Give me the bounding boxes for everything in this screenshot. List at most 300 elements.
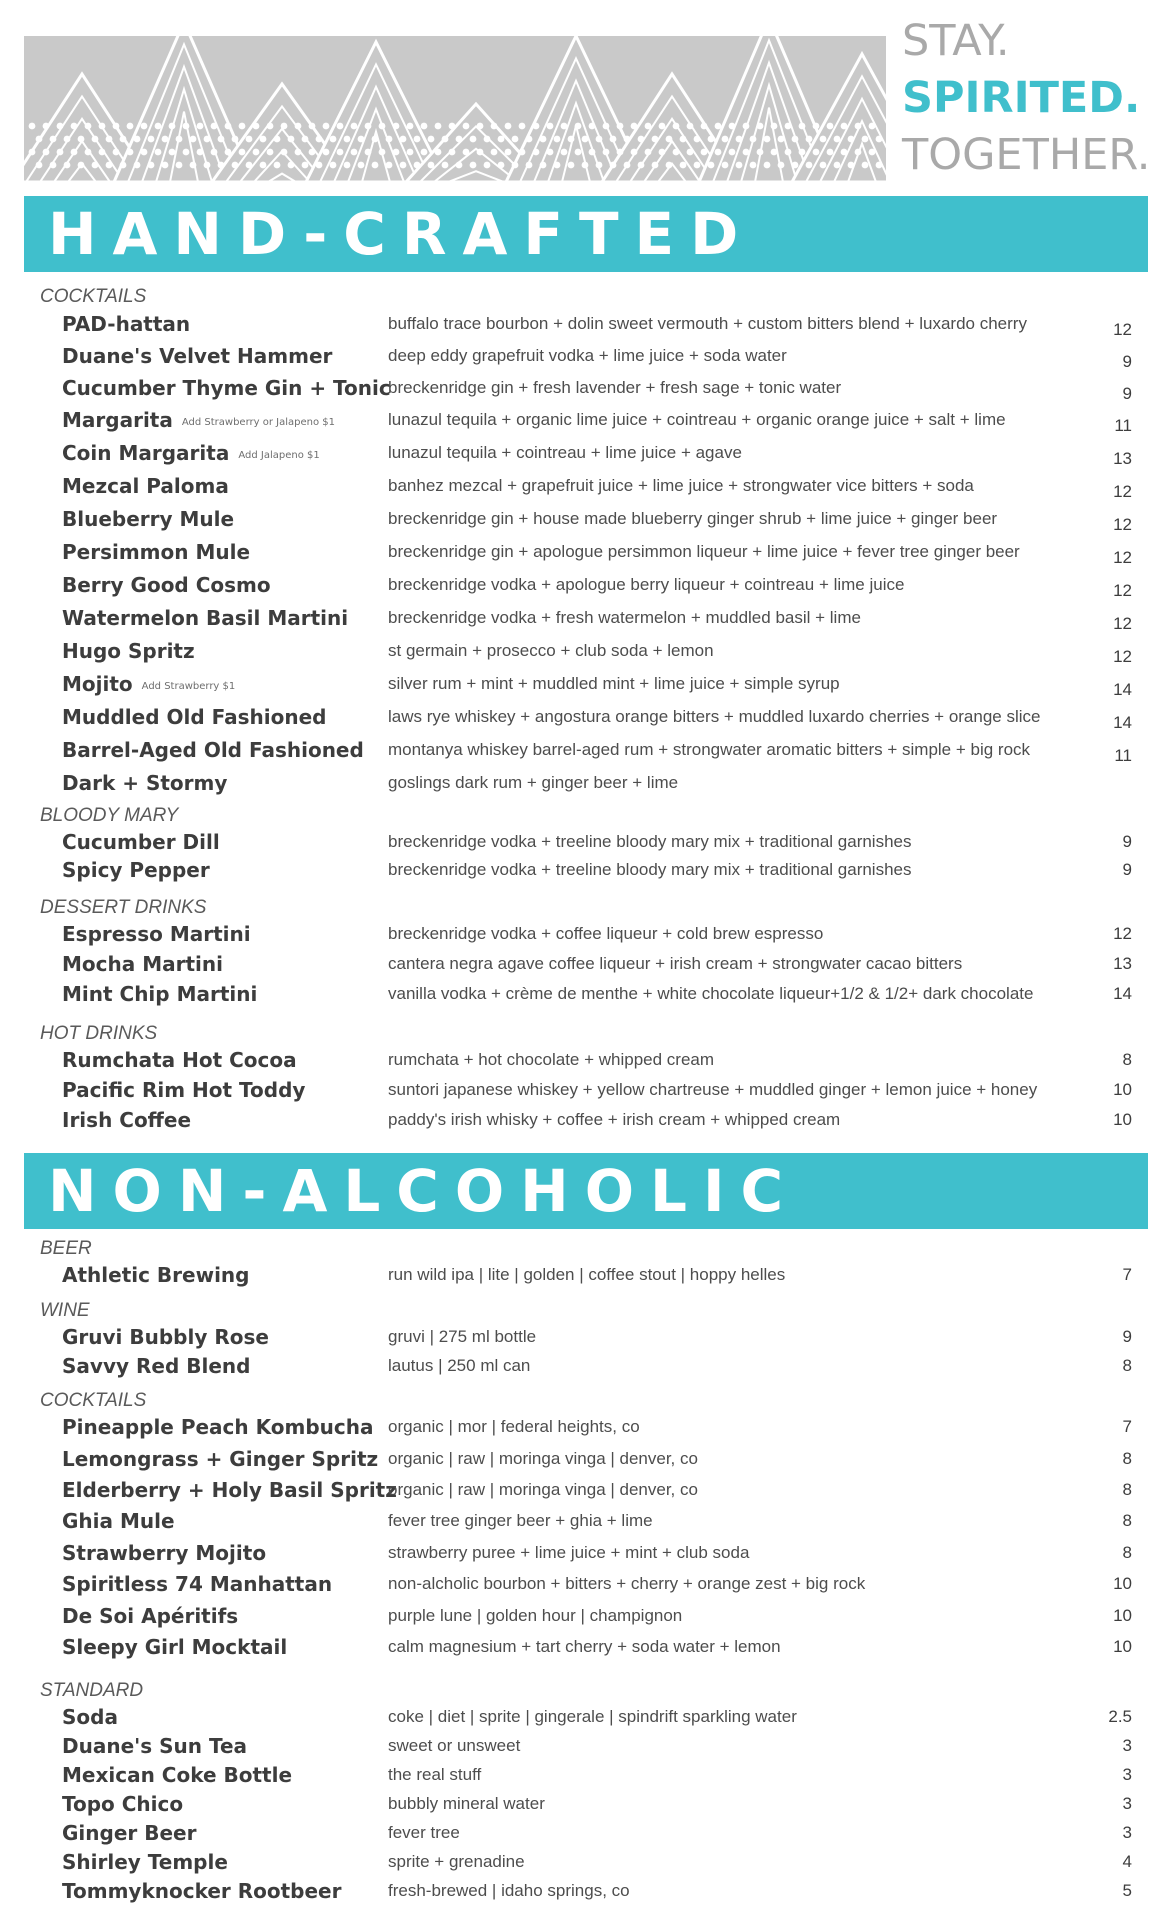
pattern-dot [687,149,694,156]
pattern-dot [869,123,876,130]
pattern-dot [120,162,127,169]
pattern-dot [589,123,596,130]
item-name-text: Mezcal Paloma [62,474,229,498]
pattern-dot [64,136,71,143]
menu-item-row [0,407,1166,435]
pattern-dot [799,123,806,130]
pattern-dot [78,136,85,143]
item-name-text: Pacific Rim Hot Toddy [62,1078,306,1102]
item-name-text: Espresso Martini [62,922,251,946]
pattern-dot [876,162,883,169]
menu-item-row [0,1324,1166,1352]
menu-item-row [0,473,1166,501]
pattern-dot [708,136,715,143]
item-description: banhez mezcal + grapefruit juice + lime juice + strongwater vice bitters + soda [388,476,974,495]
item-name [62,1414,382,1443]
pattern-dot [750,162,757,169]
pattern-dot [253,149,260,156]
pattern-dot [631,123,638,130]
pattern-dot [372,136,379,143]
pattern-dot [778,162,785,169]
item-description: montanya whiskey barrel-aged rum + strongwater aromatic bitters + simple + big rock [388,740,1031,759]
menu-item-row [0,704,1166,732]
pattern-dot [547,149,554,156]
pattern-dot [211,149,218,156]
menu-item-row [0,1353,1166,1381]
menu-item-row [0,1820,1166,1848]
item-price: 8 [1122,1356,1132,1375]
item-price: 9 [1122,384,1132,403]
category-heading: HOT DRINKS [40,1023,158,1044]
item-name [62,343,341,372]
category-heading: COCKTAILS [40,286,147,307]
item-price: 8 [1122,1543,1132,1562]
pattern-dot [288,136,295,143]
item-name [62,1762,301,1791]
pattern-dot [561,149,568,156]
pattern-dot [827,123,834,130]
pattern-dot [778,136,785,143]
item-price: 12 [1113,581,1132,600]
item-name [62,1324,278,1353]
item-price: 10 [1113,1637,1132,1656]
pattern-dot [155,123,162,130]
menu-item-row [0,343,1166,371]
pattern-dot [470,162,477,169]
item-price: 7 [1122,1417,1132,1436]
pattern-dot [386,162,393,169]
pattern-dot [715,149,722,156]
item-name-text: Margarita [62,408,173,432]
pattern-dot [141,149,148,156]
menu-item-row [0,1047,1166,1075]
pattern-dot [64,162,71,169]
item-description: fever tree ginger beer + ghia + lime [388,1511,653,1530]
item-description: non-alcholic bourbon + bitters + cherry + orange zest + big rock [388,1574,866,1593]
pattern-dot [498,162,505,169]
menu-item-row [0,1077,1166,1105]
item-name [62,671,235,700]
pattern-dot [106,162,113,169]
pattern-dot [554,162,561,169]
pattern-dot [855,123,862,130]
item-description: strawberry puree + lime juice + mint + club soda [388,1543,750,1562]
item-name-text: Cucumber Dill [62,830,220,854]
pattern-dot [365,149,372,156]
item-name-text: Athletic Brewing [62,1263,250,1287]
pattern-dot [407,123,414,130]
item-name [62,704,335,733]
pattern-dot [477,123,484,130]
item-price: 2.5 [1108,1707,1132,1726]
item-name-text: Muddled Old Fashioned [62,705,327,729]
pattern-dot [400,136,407,143]
pattern-dot [260,136,267,143]
pattern-dot [85,149,92,156]
item-name-text: Irish Coffee [62,1108,192,1132]
pattern-dot [652,162,659,169]
pattern-dot [750,136,757,143]
pattern-dot [204,136,211,143]
pattern-dot [715,123,722,130]
pattern-dot [708,162,715,169]
pattern-dot [673,123,680,130]
pattern-dot [365,123,372,130]
pattern-dot [148,162,155,169]
item-price: 11 [1114,746,1132,765]
pattern-dot [50,136,57,143]
pattern-dot [204,162,211,169]
pattern-dot [295,123,302,130]
item-price: 12 [1113,614,1132,633]
item-name-text: Mocha Martini [62,952,223,976]
pattern-dot [575,123,582,130]
pattern-dot [330,136,337,143]
menu-item-row [0,605,1166,633]
pattern-dot [225,123,232,130]
item-name [62,473,238,502]
item-name [62,605,357,634]
item-name [62,737,373,766]
pattern-dot [351,149,358,156]
pattern-dot [358,162,365,169]
item-description: st germain + prosecco + club soda + lemon [388,641,714,660]
pattern-dot [526,136,533,143]
pattern-dot [295,149,302,156]
item-price: 9 [1122,1327,1132,1346]
item-description: rumchata + hot chocolate + whipped cream [388,1050,715,1069]
pattern-dot [288,162,295,169]
item-name-text: Shirley Temple [62,1850,228,1874]
item-description: organic | raw | moringa vinga | denver, co [388,1449,698,1468]
item-description: sweet or unsweet [388,1736,521,1755]
pattern-dot [218,136,225,143]
pattern-dot [722,136,729,143]
item-name [62,1047,306,1076]
pattern-dot [589,149,596,156]
menu-item-row [0,311,1166,339]
category-heading: BLOODY MARY [40,805,179,826]
item-name-text: Pineapple Peach Kombucha [62,1415,374,1439]
pattern-dot [456,136,463,143]
pattern-dot [85,123,92,130]
item-description: the real stuff [388,1765,482,1784]
pattern-dot [155,149,162,156]
item-name [62,1733,256,1762]
pattern-dot [442,136,449,143]
pattern-dot [799,149,806,156]
pattern-dot [260,162,267,169]
pattern-dot [141,123,148,130]
menu-item-row [0,1540,1166,1568]
item-description: cantera negra agave coffee liqueur + irish cream + strongwater cacao bitters [388,954,963,973]
item-name [62,1477,406,1506]
category-heading: BEER [40,1238,92,1259]
pattern-dot [421,123,428,130]
item-price: 8 [1122,1480,1132,1499]
item-price: 12 [1113,647,1132,666]
item-price: 11 [1114,416,1132,435]
pattern-dot [169,149,176,156]
item-name-text: Strawberry Mojito [62,1541,267,1565]
item-name [62,1820,205,1849]
item-name-text: Mint Chip Martini [62,982,258,1006]
pattern-dot [813,123,820,130]
item-price: 12 [1113,482,1132,501]
pattern-dot [533,149,540,156]
pattern-dot [477,149,484,156]
pattern-dot [722,162,729,169]
pattern-dot [757,123,764,130]
tagline-stay: STAY. [902,16,1010,66]
item-price: 12 [1113,515,1132,534]
item-price: 14 [1113,713,1132,732]
pattern-dot [211,123,218,130]
pattern-dot [575,149,582,156]
menu-item-row [0,572,1166,600]
pattern-dot [134,136,141,143]
pattern-dot [785,149,792,156]
item-price: 10 [1113,1606,1132,1625]
item-name [62,1603,247,1632]
pattern-dot [92,162,99,169]
pattern-dot [323,123,330,130]
category-heading: DESSERT DRINKS [40,897,207,918]
pattern-dot [393,149,400,156]
menu-item-row [0,671,1166,699]
pattern-dot [491,123,498,130]
pattern-dot [386,136,393,143]
pattern-dot [526,162,533,169]
pattern-dot [120,136,127,143]
menu-item-row [0,857,1166,885]
pattern-dot [757,149,764,156]
category-heading: WINE [40,1300,90,1321]
item-price: 7 [1122,1265,1132,1284]
item-name [62,857,219,886]
item-price: 13 [1113,449,1132,468]
pattern-dot [470,136,477,143]
pattern-dot [512,162,519,169]
pattern-dot [645,149,652,156]
pattern-dot [855,149,862,156]
menu-item-row [0,951,1166,979]
pattern-dot [659,149,666,156]
item-description: purple lune | golden hour | champignon [388,1606,683,1625]
pattern-dot [596,162,603,169]
item-name-text: Spiritless 74 Manhattan [62,1572,333,1596]
item-description: goslings dark rum + ginger beer + lime [388,773,679,792]
pattern-dot [764,162,771,169]
item-price: 12 [1113,320,1132,339]
pattern-dot [876,136,883,143]
item-name [62,1446,387,1475]
pattern-dot [771,149,778,156]
pattern-dot [806,162,813,169]
item-name [62,572,280,601]
pattern-dot [743,123,750,130]
menu-item-row [0,1107,1166,1135]
item-name-text: PAD-hattan [62,312,191,336]
item-description: fever tree [388,1823,460,1842]
pattern-dot [505,123,512,130]
item-name-text: Tommyknocker Rootbeer [62,1879,342,1903]
item-price: 8 [1122,1050,1132,1069]
item-name [62,375,400,404]
pattern-dot [561,123,568,130]
pattern-dot [505,149,512,156]
non-alcoholic-header [24,1153,1148,1229]
item-description: run wild ipa | lite | golden | coffee stout | hoppy helles [388,1265,786,1284]
pattern-dot [827,149,834,156]
pattern-dot [617,123,624,130]
pattern-dot [792,162,799,169]
pattern-dot [862,136,869,143]
item-name-text: Gruvi Bubbly Rose [62,1325,269,1349]
pattern-dot [813,149,820,156]
pattern-dot [736,162,743,169]
pattern-dot [316,162,323,169]
item-name [62,1107,200,1136]
pattern-dot [554,136,561,143]
pattern-dot [638,162,645,169]
item-price: 14 [1113,680,1132,699]
pattern-dot [414,162,421,169]
item-description: coke | diet | sprite | gingerale | spindrift sparkling water [388,1707,797,1726]
pattern-dot [330,162,337,169]
pattern-dot [43,149,50,156]
item-name-text: Duane's Velvet Hammer [62,344,333,368]
pattern-dot [239,149,246,156]
pattern-dot [197,149,204,156]
pattern-dot [638,136,645,143]
item-name-text: Hugo Spritz [62,639,195,663]
item-description: breckenridge vodka + treeline bloody mary mix + traditional garnishes [388,832,912,851]
pattern-dot [302,136,309,143]
item-price: 3 [1122,1823,1132,1842]
item-price: 5 [1122,1881,1132,1900]
item-name [62,407,335,436]
item-description: breckenridge vodka + treeline bloody mary mix + traditional garnishes [388,860,912,879]
menu-item-row [0,1571,1166,1599]
pattern-dot [519,123,526,130]
item-description: silver rum + mint + muddled mint + lime juice + simple syrup [388,674,840,693]
pattern-dot [463,123,470,130]
pattern-dot [337,149,344,156]
item-price: 12 [1113,924,1132,943]
pattern-dot [71,123,78,130]
item-price: 10 [1113,1574,1132,1593]
item-description: sprite + grenadine [388,1852,525,1871]
pattern-dot [127,149,134,156]
menu-item-row [0,375,1166,403]
hand-crafted-header [24,196,1148,272]
item-description: breckenridge gin + apologue persimmon liqueur + lime juice + fever tree ginger beer [388,542,1020,561]
pattern-dot [729,149,736,156]
menu-item-row [0,829,1166,857]
pattern-dot [533,123,540,130]
item-name-text: Persimmon Mule [62,540,251,564]
pattern-dot [379,149,386,156]
pattern-dot [134,162,141,169]
category-heading: COCKTAILS [40,1390,147,1411]
pattern-dot [596,136,603,143]
item-price: 13 [1113,954,1132,973]
item-description: breckenridge vodka + coffee liqueur + cold brew espresso [388,924,824,943]
pattern-dot [547,123,554,130]
pattern-dot [666,162,673,169]
pattern-dot [253,123,260,130]
item-price: 4 [1122,1852,1132,1871]
menu-item-row [0,1508,1166,1536]
pattern-dot [694,162,701,169]
pattern-dot [771,123,778,130]
pattern-dot [106,136,113,143]
pattern-dot [680,162,687,169]
pattern-dot [610,136,617,143]
menu-item-row [0,1634,1166,1662]
item-name-text: Lemongrass + Ginger Spritz [62,1447,379,1471]
pattern-dot [624,136,631,143]
pattern-dot [281,149,288,156]
pattern-dot [540,162,547,169]
item-price: 9 [1122,860,1132,879]
tagline-spirited: SPIRITED. [902,73,1141,123]
menu-item-row [0,539,1166,567]
pattern-dot [232,136,239,143]
pattern-dot [729,123,736,130]
pattern-dot [316,136,323,143]
item-description: paddy's irish whisky + coffee + irish cream + whipped cream [388,1110,841,1129]
pattern-dot [421,149,428,156]
pattern-dot [834,162,841,169]
pattern-dot [568,136,575,143]
pattern-dot [29,149,36,156]
pattern-dot [785,123,792,130]
item-name-text: Rumchata Hot Cocoa [62,1048,297,1072]
pattern-dot [848,162,855,169]
pattern-dot [687,123,694,130]
pattern-dot [463,149,470,156]
pattern-dot [568,162,575,169]
item-description: organic | mor | federal heights, co [388,1417,640,1436]
pattern-dot [820,136,827,143]
pattern-dot [484,136,491,143]
item-description: suntori japanese whiskey + yellow chartreuse + muddled ginger + lemon juice + honey [388,1080,1038,1099]
pattern-dot [358,136,365,143]
pattern-dot [400,162,407,169]
pattern-dot [176,136,183,143]
pattern-dot [498,136,505,143]
pattern-dot [393,123,400,130]
pattern-dot [792,136,799,143]
pattern-dot [162,162,169,169]
item-name-text: Mojito [62,672,133,696]
item-description: breckenridge vodka + fresh watermelon + muddled basil + lime [388,608,861,627]
item-description: lunazul tequila + organic lime juice + cointreau + organic orange juice + salt + lime [388,410,1006,429]
pattern-dot [512,136,519,143]
pattern-dot [680,136,687,143]
pattern-dot [666,136,673,143]
item-name [62,921,260,950]
pattern-dot [610,162,617,169]
pattern-dot [673,149,680,156]
pattern-dot [841,149,848,156]
item-price: 8 [1122,1449,1132,1468]
pattern-dot [99,123,106,130]
item-add-on-note: Add Strawberry $1 [141,681,236,692]
item-name-text: Watermelon Basil Martini [62,606,349,630]
